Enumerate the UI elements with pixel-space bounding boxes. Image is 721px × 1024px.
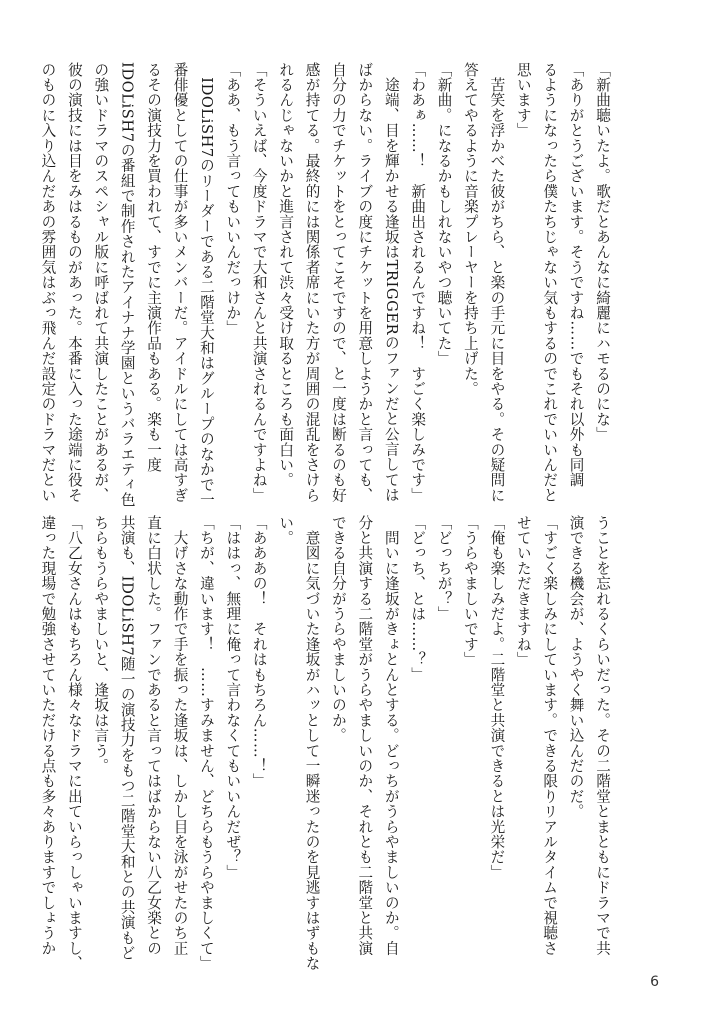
text-line: 「どっち、とは……？」 [409, 515, 427, 683]
text-line: 番俳優としての仕事が多いメンバーだ。アイドルにしては高すぎ [171, 62, 189, 503]
text-line: れるんじゃないかと進言されて渋々受け取るところも面白い。 [277, 62, 295, 488]
text-line: 苦笑を浮かべた彼がちら、と楽の手元に目をやる。その疑問に [488, 62, 506, 503]
text-line: せていただきますね」 [514, 515, 532, 667]
text-line: 違った現場で勉強させていただける点も多々ありますでしょうか [39, 515, 57, 956]
text-line: 途端、目を輝かせる逢坂はTRIGGERのファンだと公言しては [382, 62, 400, 503]
text-line: うことを忘れるくらいだった。その二階堂とまともにドラマで共 [594, 515, 611, 956]
text-block-top [34, 62, 615, 507]
text-line: 「新曲聴いたよ。歌だとあんなに綺麗にハモるのにな」 [594, 62, 611, 442]
text-line: 分と共演する二階堂がうらやましいのか、それとも二階堂と共演 [356, 515, 374, 956]
text-line: 「うらやましいです」 [461, 515, 479, 667]
text-line: 問いに逢坂がきょとんとする。どっちがうらやましいのか。自 [382, 515, 400, 956]
text-line: 思います」 [514, 62, 532, 138]
text-line: の強いドラマのスペシャル版に呼ばれて共演したことがあるが、 [92, 62, 110, 503]
text-line: 「ははっ、無理に俺って言わなくてもいいんだぜ？」 [224, 515, 242, 880]
text-line: 「あああの！ それはもちろん……！」 [250, 515, 268, 789]
text-line: るようになったら僕たちじゃない気もするのでこれでいいんだと [541, 62, 559, 503]
text-line: ちらもうらやましいと、逢坂は言う。 [92, 515, 110, 774]
text-line: 感が持てる。最終的には関係者席にいた方が周囲の混乱をさけら [303, 62, 321, 503]
text-block-bottom [34, 515, 615, 995]
text-line: 答えてやるように音楽プレーヤーを持ち上げた。 [461, 62, 479, 397]
text-line: 「ああ、もう言ってもいいんだっけか」 [224, 62, 242, 336]
text-line: い。 [277, 515, 295, 546]
page-number: 6 [650, 974, 659, 990]
text-line: 「ありがとうございます。そうですね……でもそれ以外も同調 [567, 62, 585, 488]
text-line: 自分の力でチケットをとってこそですので、と一度は断るのも好 [329, 62, 347, 503]
text-line: 直に白状した。ファンであると言ってはばからない八乙女楽との [145, 515, 163, 956]
text-line: 「八乙女さんはもちろん様々なドラマに出ていらっしゃいますし、 [65, 515, 83, 971]
text-line: 意図に気づいた逢坂がハッとして一瞬迷ったのを見逃すはずもな [303, 515, 321, 971]
text-line: 「どっちが？」 [435, 515, 453, 622]
text-line: 「そういえば、今度ドラマで大和さんと共演されるんですよね」 [250, 62, 268, 503]
text-line: ばからない。ライブの度にチケットを用意しようかと言っても、 [356, 62, 374, 503]
text-line: 大げさな動作で手を振った逢坂は、しかし目を泳がせたのち正 [171, 515, 189, 956]
text-line: 演できる機会が、ようやく舞い込んだのだ。 [567, 515, 585, 819]
text-line: るその演技力を買われて、すでに主演作品もある。楽も一度 [145, 62, 163, 473]
text-line: IDOLiSH7の番組で制作されたアイナナ学園というバラエティ色 [118, 62, 136, 508]
text-line: 「わあぁ……！ 新曲出されるんですね！ すごく楽しみです」 [409, 62, 427, 503]
text-line: 「俺も楽しみだよ。二階堂と共演できるとは光栄だ」 [488, 515, 506, 880]
text-line: 「ちが、違います！ ……すみません、どちらもうらやましくて」 [197, 515, 215, 971]
text-line: 共演も、IDOLiSH7随一の演技力をもつ二階堂大和との共演もど [118, 515, 136, 961]
text-line: 「すごく楽しみにしています。できる限りリアルタイムで視聴さ [541, 515, 559, 956]
text-line: IDOLiSH7のリーダーである二階堂大和はグループのなかで一 [197, 62, 215, 508]
text-line: できる自分がうらやましいのか。 [329, 515, 347, 743]
text-line: 彼の演技には目をみはるものがあった。本番に入った途端に役そ [65, 62, 83, 503]
text-line: のものに入り込んだあの雰囲気はぶっ飛んだ設定のドラマだとい [39, 62, 57, 503]
text-line: 「新曲。になるかもしれないやつ聴いてた」 [435, 62, 453, 366]
